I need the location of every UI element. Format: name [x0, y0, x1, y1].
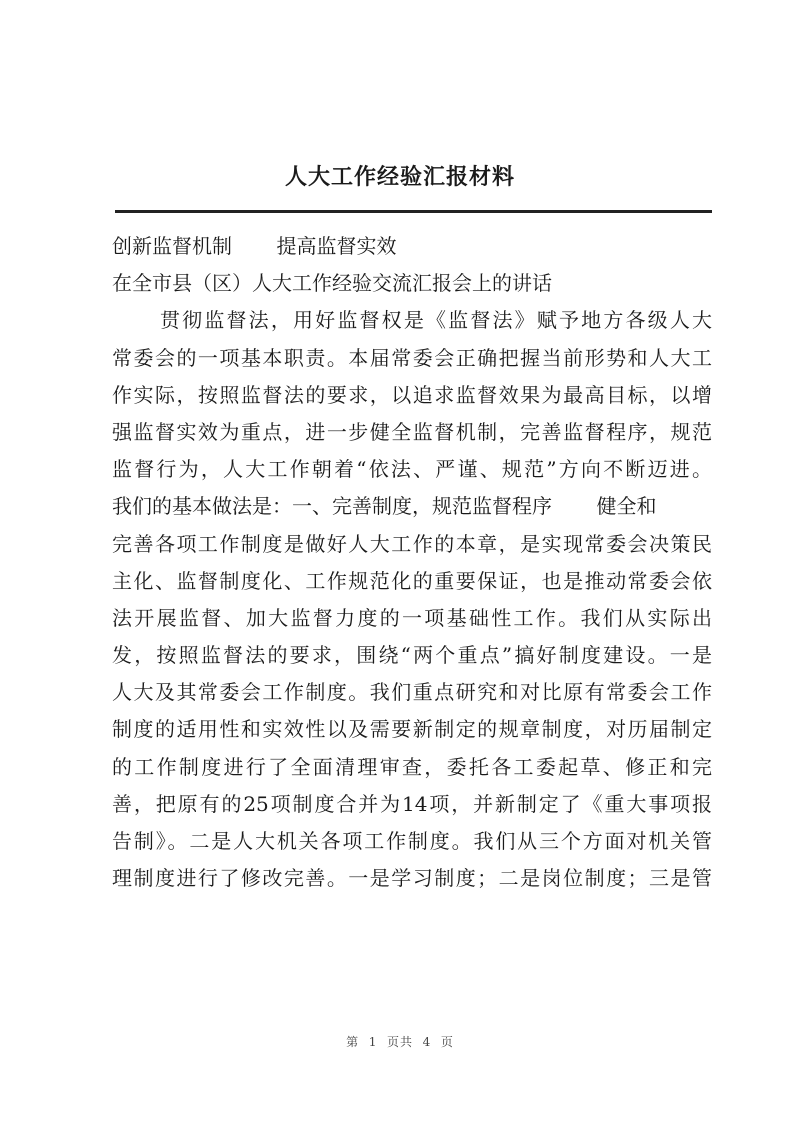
document-title: 人大工作经验汇报材料	[284, 164, 515, 190]
document-body	[112, 228, 712, 897]
paragraph-line: 理制度进行了修改完善。一是学习制度；二是岗位制度；三是管	[112, 866, 712, 891]
paragraph-line: 人大及其常委会工作制度。我们重点研究和对比原有常委会工作	[112, 680, 712, 705]
paragraph-line: 监督行为，人大工作朝着“依法、严谨、规范”方向不断迈进。	[112, 457, 712, 482]
paragraph-line: 发，按照监督法的要求，围绕“两个重点”搞好制度建设。一是	[112, 643, 712, 668]
paragraph-line: 完善各项工作制度是做好人大工作的本章，是实现常委会决策民	[112, 531, 712, 556]
paragraph-line: 我们的基本做法是：一、完善制度，规范监督程序 健全和	[112, 494, 657, 519]
paragraph-line: 的工作制度进行了全面清理审查，委托各工委起草、修正和完	[112, 754, 712, 779]
paragraph-line: 作实际，按照监督法的要求，以追求监督效果为最高目标，以增	[112, 382, 712, 407]
paragraph-line: 主化、监督制度化、工作规范化的重要保证，也是推动常委会依	[112, 568, 712, 593]
paragraph-line: 善，把原有的25项制度合并为14项，并新制定了《重大事项报	[112, 791, 712, 816]
speech-heading-line: 在全市县（区）人大工作经验交流汇报会上的讲话	[112, 271, 552, 296]
paragraph-line: 告制》。二是人大机关各项工作制度。我们从三个方面对机关管	[112, 829, 712, 853]
paragraph-line: 贯彻监督法，用好监督权是《监督法》赋予地方各级人大	[160, 308, 712, 333]
paragraph-line: 制度的适用性和实效性以及需要新制定的规章制度，对历届制定	[112, 717, 712, 742]
paragraph-line: 法开展监督、加大监督力度的一项基础性工作。我们从实际出	[112, 605, 712, 630]
title-divider	[115, 210, 712, 213]
subtitle-line: 创新监督机制 提高监督实效	[112, 234, 397, 258]
paragraph-line: 常委会的一项基本职责。本届常委会正确把握当前形势和人大工	[112, 345, 712, 370]
paragraph-line: 强监督实效为重点，进一步健全监督机制，完善监督程序，规范	[112, 419, 712, 444]
page-number-footer: 第 1 页共 4 页	[346, 1035, 454, 1049]
